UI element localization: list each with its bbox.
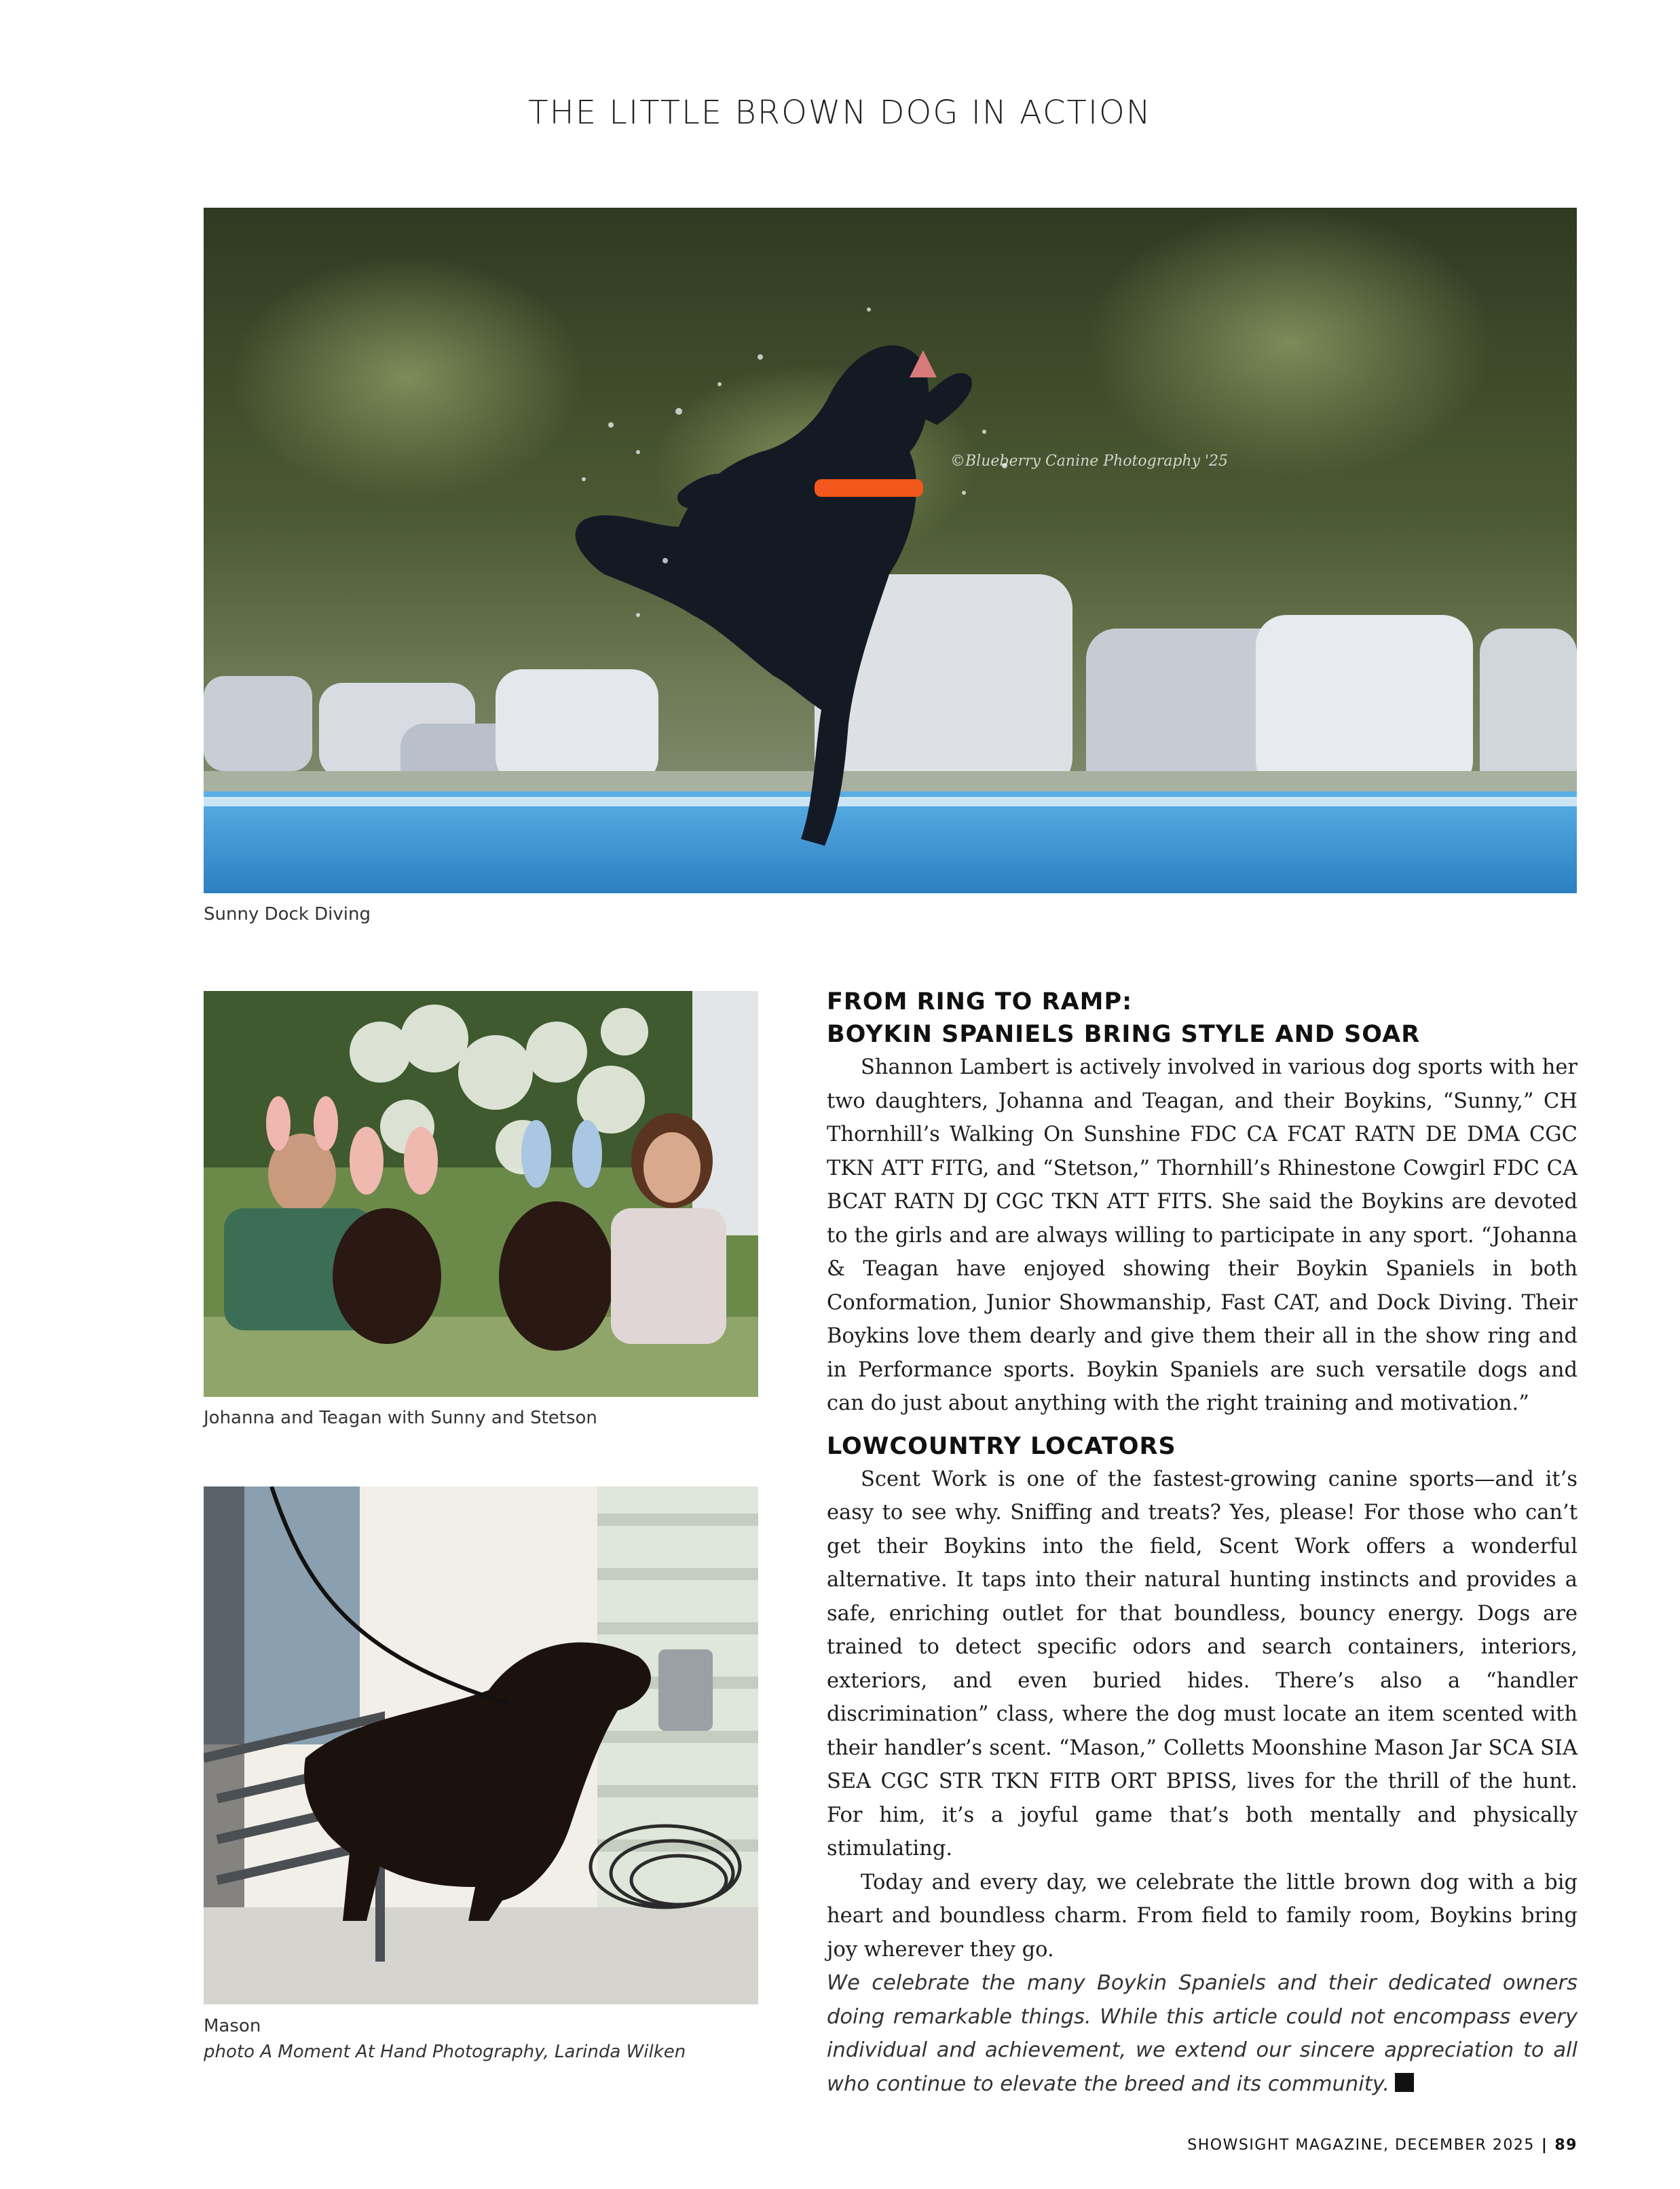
- closing-note-text: We celebrate the many Boykin Spaniels and their dedicated owners doing remarkable things. While this article could not encompass every individual and achievement, we extend our sincere appreciation to all who continue to elevate the breed and its community.: [827, 1971, 1578, 2096]
- mason-scent-work-photo: [204, 1486, 758, 2004]
- middle-photo-caption: Johanna and Teagan with Sunny and Stetson: [204, 1408, 597, 1428]
- heading-lowcountry-locators: LOWCOUNTRY LOCATORS: [827, 1432, 1176, 1460]
- heading1-line2: BOYKIN SPANIELS BRING STYLE AND SOAR: [827, 1021, 1421, 1048]
- paragraph-2: Scent Work is one of the fastest-growing canine sports—and it’s easy to see why. Sniffing and treats? Yes, please! For those who can’t get their Boykins into the field, Scent Work offers a wonderful alternative. It taps into their natural hunting instincts and provides a safe, enriching outlet for that boundless, bouncy energy. Dogs are trained to detect specific odors and search containers, interiors, exteriors, and even buried hides. There’s also a “handler discrimination” class, where the dog must locate an item scented with their handler’s scent. “Mason,” Colletts Moonshine Mason Jar SCA SIA SEA CGC STR TKN FITB ORT BPISS, lives for the thrill of the hunt. For him, it’s a joyful game that’s both mentally and physically stimulating.: [827, 1467, 1578, 1860]
- heading1-line1: FROM RING TO RAMP:: [827, 988, 1133, 1015]
- dock-diving-photo: [204, 208, 1577, 893]
- footer-divider: |: [1541, 2137, 1548, 2154]
- page-footer: [1187, 2137, 1578, 2154]
- paragraph-1: Shannon Lambert is actively involved in various dog sports with her two daughters, Johanna and Teagan, and their Boykins, “Sunny,” CH Thornhill’s Walking On Sunshine FDC CA FCAT RATN DE DMA CGC TKN ATT FITG, and “Stetson,” Thornhill’s Rhinestone Cowgirl FDC CA BCAT RATN DJ CGC TKN ATT FITS. She said the Boykins are devoted to the girls and are always willing to participate in any sport. “Johanna & Teagan have enjoyed showing their Boykin Spaniels in both Conformation, Junior Showmanship, Fast CAT, and Dock Diving. Their Boykins love them dearly and give them their all in the show ring and in Performance sports. Boykin Spaniels are such versatile dogs and can do just about anything with the right training and motivation.”: [827, 1055, 1578, 1415]
- heading-from-ring-to-ramp: [827, 986, 1578, 1051]
- top-photo-caption: Sunny Dock Diving: [204, 904, 371, 924]
- article-body: [827, 986, 1578, 2101]
- bottom-photo-caption: Mason: [204, 2016, 261, 2036]
- photo-watermark: ©Blueberry Canine Photography '25: [950, 453, 1229, 470]
- closing-note: [827, 1966, 1578, 2101]
- page-number: 89: [1554, 2137, 1578, 2154]
- paragraph-3: Today and every day, we celebrate the little brown dog with a big heart and boundless charm. From field to family room, Boykins bring joy wherever they go.: [827, 1870, 1578, 1962]
- end-mark-icon: [1395, 2073, 1414, 2092]
- footer-publication: SHOWSIGHT MAGAZINE, DECEMBER 2025: [1187, 2137, 1535, 2154]
- photo-credit: [204, 2042, 686, 2062]
- page-title: THE LITTLE BROWN DOG IN ACTION: [528, 94, 1152, 132]
- girls-with-dogs-photo: [204, 991, 758, 1397]
- photo-credit-text: photo A Moment At Hand Photography, Larinda Wilken: [204, 2042, 686, 2062]
